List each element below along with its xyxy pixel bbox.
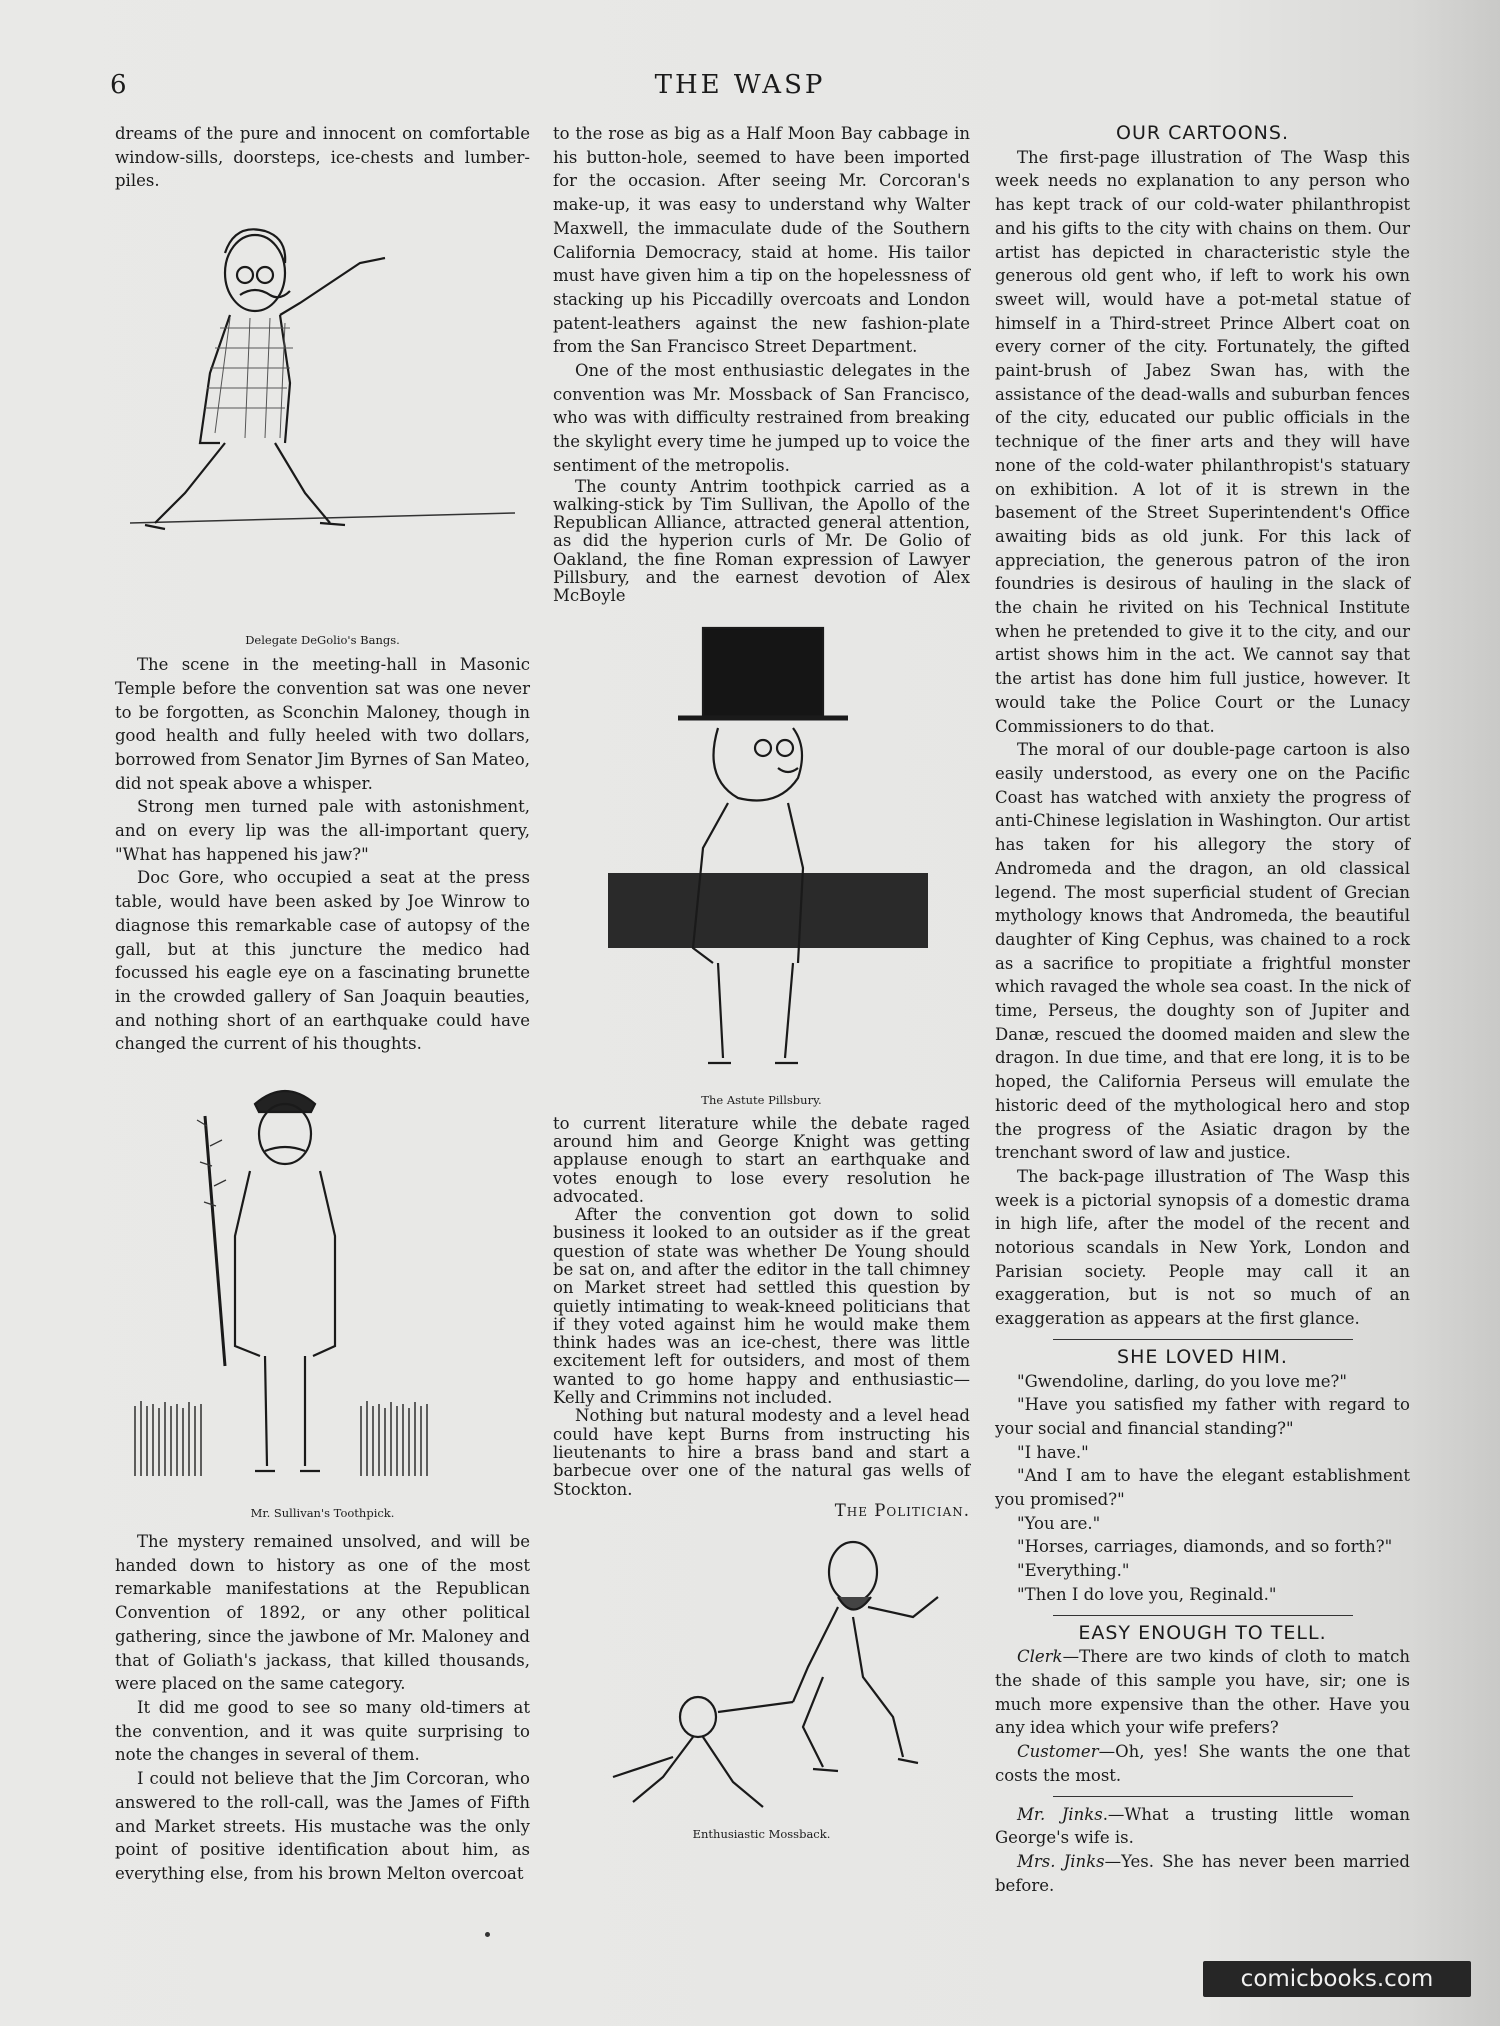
sullivan-caricature: [115, 1066, 530, 1506]
dialogue-line: "Everything.": [1017, 1561, 1130, 1581]
paragraph: The county Antrim toothpick carried as a walking-stick by Tim Sullivan, the Apollo of the Republican Alliance, attracted general attention, as did the hyperion curls of Mr. De Golio of Oakland, the fine Roman expression of Lawyer Pillsbury, and the earnest devotion of Alex McBoyle: [553, 476, 970, 606]
joke-line: [995, 1740, 1410, 1787]
section-heading: EASY ENOUGH TO TELL.: [1078, 1621, 1327, 1644]
dialogue-line: "Then I do love you, Reginald.": [1017, 1584, 1277, 1604]
section-heading: SHE LOVED HIM.: [1117, 1345, 1288, 1368]
figure-caption: Mr. Sullivan's Toothpick.: [250, 1506, 395, 1521]
joke-line: [995, 1803, 1410, 1850]
signature: The Politician.: [834, 1500, 970, 1520]
masthead: THE WASP: [654, 70, 826, 100]
mossback-caricature: [553, 1527, 970, 1827]
page-number: 6: [110, 70, 127, 100]
figure-caption: The Astute Pillsbury.: [701, 1092, 822, 1107]
illustration-pillsbury: [553, 618, 970, 1107]
paragraph: The first-page illustration of The Wasp this week needs no explanation to any person who has kept track of our cold-water philanthropist and his gifts to the city with chains on them. Our artist has depicted in characteristic style the generous old gent who, if left to work his own sweet will, would have a pot-metal statue of himself in a Third-street Prince Albert coat on every corner of the city. Fortunately, the gifted paint-brush of Jabez Swan has, with the assistance of the dead-walls and suburban fences of the city, educated our public officials in the technique of the finer arts and they will have none of the cold-water philanthropist's statuary on exhibition. A lot of it is strewn in the basement of the Street Superintendent's Office awaiting bids as old junk. For this lack of appreciation, the generous patron of the iron foundries is desirous of hauling in the slack of the chain he rivited on his Technical Institute when he pretended to give it to the city, and our artist shows him in the act. We cannot say that the artist has done him full justice, however. It would take the Police Court or the Lunacy Commissioners to do that.: [995, 147, 1410, 736]
speaker-label: Customer: [1017, 1742, 1099, 1762]
joke-text: —Oh, yes! She wants the one that costs the most.: [995, 1742, 1410, 1785]
dialogue-line: "I have.": [1017, 1442, 1089, 1462]
dialogue-line: "And I am to have the elegant establishment you promised?": [995, 1466, 1410, 1510]
paragraph: to current literature while the debate raged around him and George Knight was getting applause enough to start an earthquake and votes enough to lose every resolution he advocated.: [553, 1113, 970, 1206]
joke-text: —Yes. She has never been married before.: [995, 1851, 1410, 1895]
illustration-degolio: [115, 193, 530, 647]
paragraph: Doc Gore, who occupied a seat at the press table, would have been asked by Joe Winrow to diagnose this remarkable case of autopsy of the gall, but at this juncture the medico had focussed his eagle eye on a fascinating brunette in the crowded gallery of San Joaquin beauties, and nothing short of an earthquake could have changed the current of his thoughts.: [115, 868, 530, 1054]
figure-caption: Enthusiastic Mossback.: [692, 1826, 831, 1841]
paragraph: It did me good to see so many old-timers at the convention, and it was quite surprising to note the changes in several of them.: [115, 1697, 530, 1765]
paragraph: I could not believe that the Jim Corcoran, who answered to the roll-call, was the James of Fifth and Market streets. His mustache was the only point of positive identification about him, as everything else, from his brown Melton overcoat: [115, 1769, 530, 1883]
column-2: [553, 122, 970, 1841]
watermark-badge[interactable]: comicbooks.com: [1203, 1961, 1471, 1997]
dialogue-line: "Horses, carriages, diamonds, and so forth?": [1017, 1537, 1393, 1557]
column-1: [115, 122, 530, 1886]
paragraph: The moral of our double-page cartoon is also easily understood, as every one on the Pacific Coast has watched with anxiety the progress of anti-Chinese legislation in Washington. Our artist has taken for his allegory the story of Andromeda and the dragon, an old classical legend. The most superficial student of Grecian mythology knows that Andromeda, the beautiful daughter of King Cephus, was chained to a rock as a sacrifice to propitiate a frightful monster which ravaged the whole sea coast. In the nick of time, Perseus, the doughty son of Jupiter and Danæ, rescued the doomed maiden and slew the dragon. In due time, and that ere long, it is to be hoped, the California Perseus will emulate the historic deed of the mythological hero and stop the progress of the Asiatic dragon by the trenchant sword of law and justice.: [995, 740, 1410, 1163]
paragraph: Nothing but natural modesty and a level head could have kept Burns from instructing his lieutenants to hire a brass band and start a barbecue over one of the natural gas wells of Stockton.: [553, 1406, 970, 1499]
divider: [1053, 1339, 1353, 1340]
section-heading: OUR CARTOONS.: [1115, 122, 1289, 144]
joke-text: —There are two kinds of cloth to match the shade of this sample you have, sir; one is much more expensive than the other. Have you any idea which your wife prefers?: [995, 1647, 1410, 1738]
dialogue-line: "You are.": [1017, 1513, 1101, 1533]
divider: [1053, 1796, 1353, 1797]
illustration-sullivan: [115, 1066, 530, 1520]
paragraph: The mystery remained unsolved, and will be handed down to history as one of the most remarkable manifestations at the Republican Convention of 1892, or any other political gathering, since the jawbone of Mr. Maloney and that of Goliath's jackass, that killed thousands, were placed on the same category.: [115, 1532, 530, 1694]
paragraph: The scene in the meeting-hall in Masonic Temple before the convention sat was one never to be forgotten, as Sconchin Maloney, though in good health and fully heeled with two dollars, borrowed from Senator Jim Byrnes of San Mateo, did not speak above a whisper.: [115, 655, 530, 793]
column-3: [995, 122, 1410, 1897]
divider: [1053, 1615, 1353, 1616]
illustration-mossback: [553, 1527, 970, 1841]
paragraph: to the rose as big as a Half Moon Bay cabbage in his button-hole, seemed to have been imported for the occasion. After seeing Mr. Corcoran's make-up, it was easy to understand why Walter Maxwell, the immaculate dude of the Southern California Democracy, staid at home. His tailor must have given him a tip on the hopelessness of stacking up his Piccadilly overcoats and London patent-leathers against the new fashion-plate from the San Francisco Street Department.: [553, 124, 970, 357]
speaker-label: Clerk: [1017, 1647, 1063, 1667]
degolio-caricature: [115, 193, 530, 633]
pillsbury-caricature: [553, 618, 970, 1093]
paragraph: After the convention got down to solid business it looked to an outsider as if the great question of state was whether De Young should be sat on, and after the editor in the tall chimney on Market street had settled this question by quietly intimating to weak-kneed politicians that if they voted against him he would make them think hades was an ice-chest, there was little excitement left for outsiders, and most of them wanted to go home happy and enthusiastic—Kelly and Crimmins not included.: [553, 1205, 970, 1408]
joke-text: .—What a trusting little woman George's wife is.: [995, 1804, 1410, 1848]
joke-line: [995, 1645, 1410, 1740]
ink-dot: [485, 1932, 490, 1937]
speaker-label: Mrs. Jinks: [1017, 1851, 1105, 1871]
dialogue-line: "Gwendoline, darling, do you love me?": [1017, 1371, 1347, 1391]
dialogue-line: "Have you satisfied my father with regard to your social and financial standing?": [995, 1395, 1410, 1438]
joke-line: [995, 1850, 1410, 1897]
paragraph: Strong men turned pale with astonishment, and on every lip was the all-important query, "What has happened his jaw?": [115, 797, 530, 864]
paragraph: dreams of the pure and innocent on comfortable window-sills, doorsteps, ice-chests and lumber-piles.: [115, 124, 530, 191]
paragraph: The back-page illustration of The Wasp this week is a pictorial synopsis of a domestic drama in high life, after the model of the recent and notorious scandals in New York, London and Parisian society. People may call it an exaggeration, but is not so much of an exaggeration as appears at the first glance.: [995, 1166, 1410, 1329]
paragraph: One of the most enthusiastic delegates in the convention was Mr. Mossback of San Francisco, who was with difficulty restrained from breaking the skylight every time he jumped up to voice the sentiment of the metropolis.: [553, 361, 970, 475]
speaker-label: Mr. Jinks: [1017, 1804, 1103, 1824]
figure-caption: Delegate DeGolio's Bangs.: [245, 633, 400, 648]
